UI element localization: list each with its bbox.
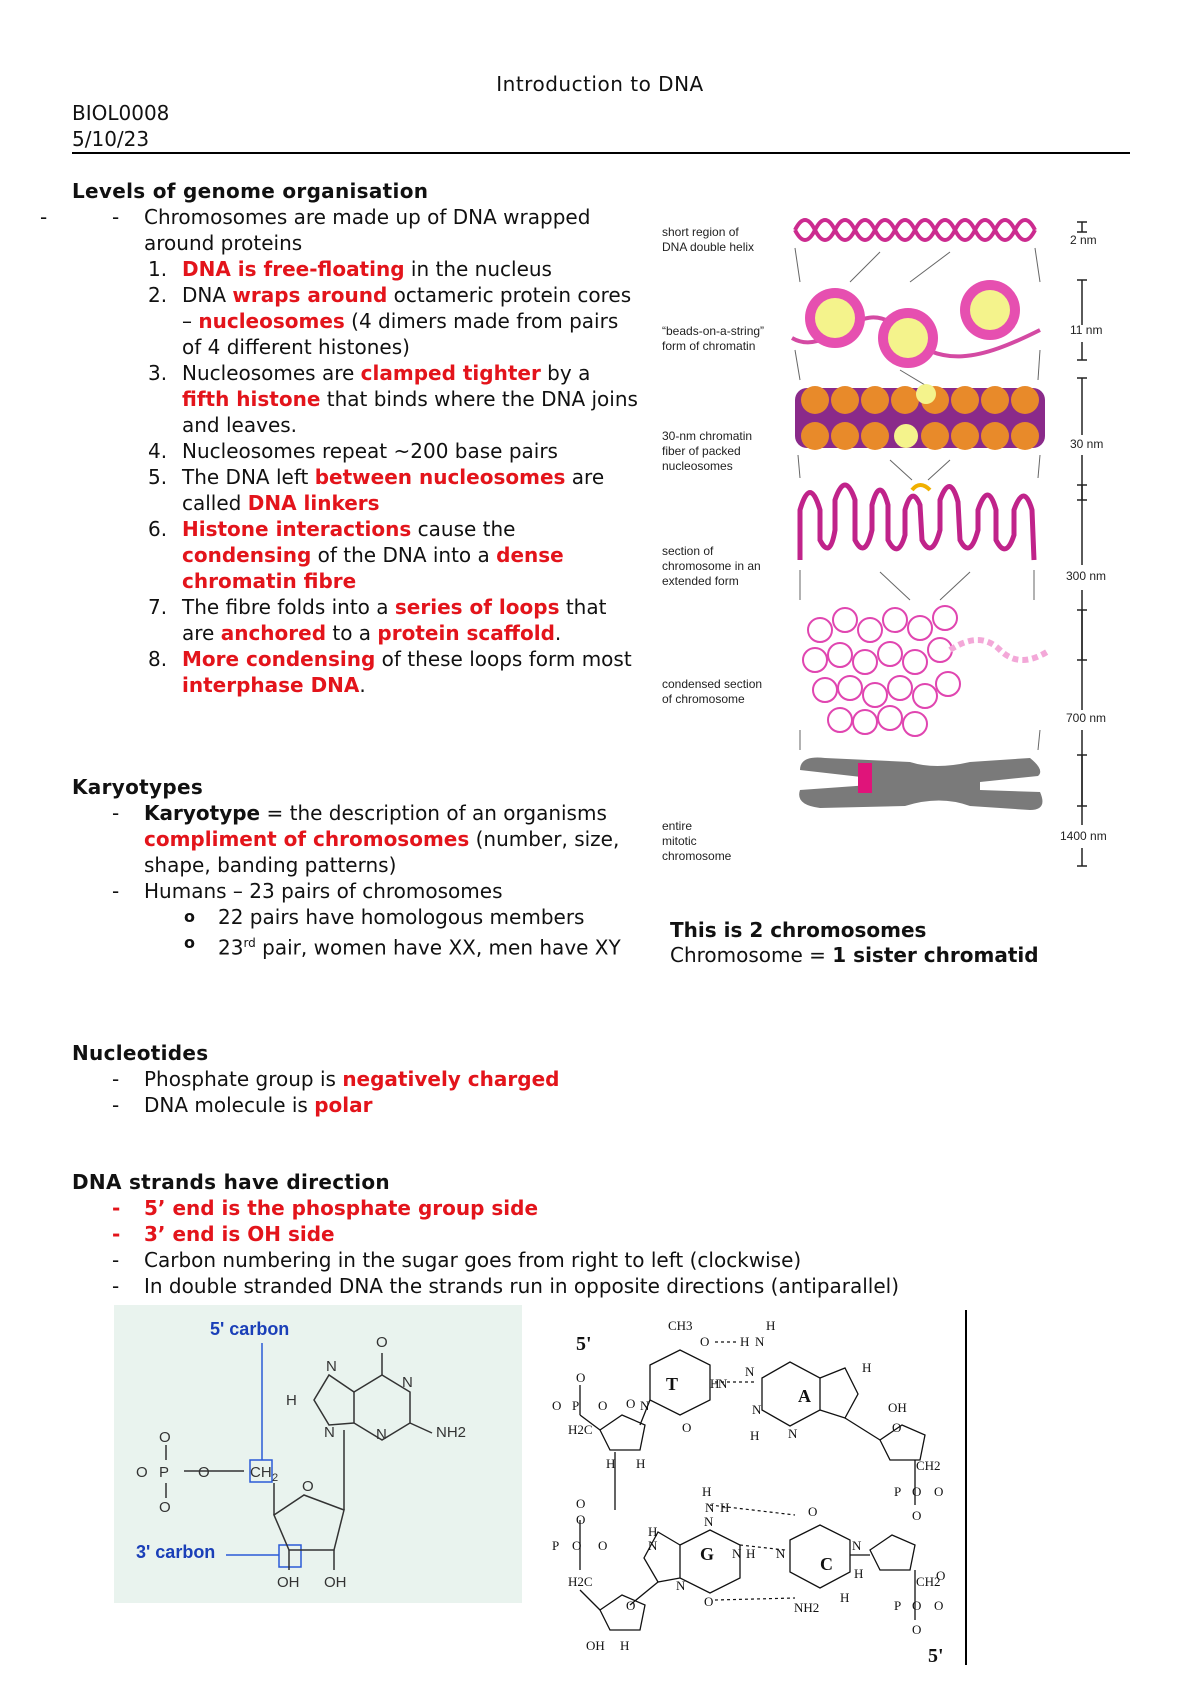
svg-text:H: H bbox=[636, 1456, 646, 1471]
svg-text:H: H bbox=[862, 1360, 872, 1375]
svg-text:form of chromatin: form of chromatin bbox=[662, 339, 756, 353]
svg-text:N: N bbox=[705, 1500, 715, 1515]
list-item: - 3’ end is OH side bbox=[112, 1222, 335, 1246]
svg-text:O: O bbox=[912, 1598, 922, 1613]
svg-text:P: P bbox=[159, 1464, 170, 1481]
svg-text:H: H bbox=[620, 1638, 630, 1653]
svg-text:of chromosome: of chromosome bbox=[662, 692, 745, 706]
svg-text:O: O bbox=[936, 1568, 946, 1583]
list-item: 6. Histone interactions cause the condensing of the DNA into a dense chromatin fibre bbox=[148, 517, 564, 593]
svg-text:CH3: CH3 bbox=[668, 1318, 693, 1333]
list-item: 1. DNA is free-floating in the nucleus bbox=[148, 257, 552, 281]
base-letters bbox=[666, 1374, 833, 1574]
svg-text:O: O bbox=[159, 1429, 171, 1446]
list-item: - - Chromosomes are made up of DNA wrapped around proteins bbox=[0, 204, 642, 256]
extended-loops bbox=[800, 485, 1034, 560]
svg-text:OH: OH bbox=[324, 1574, 347, 1591]
svg-text:5' carbon: 5' carbon bbox=[210, 1319, 290, 1339]
course-code: BIOL0008 bbox=[72, 101, 170, 125]
document-meta bbox=[72, 100, 169, 152]
list-item: - Karyotype = the description of an organisms compliment of chromosomes (number, size, shape, banding patterns) bbox=[112, 801, 620, 877]
svg-text:H: H bbox=[766, 1318, 776, 1333]
svg-text:700 nm: 700 nm bbox=[1066, 711, 1107, 725]
svg-text:G: G bbox=[700, 1544, 715, 1564]
condensed-section bbox=[803, 606, 960, 736]
svg-text:N: N bbox=[640, 1398, 650, 1413]
svg-text:section of: section of bbox=[662, 544, 714, 558]
section-heading: DNA strands have direction bbox=[72, 1170, 390, 1194]
svg-text:condensed section: condensed section bbox=[662, 677, 763, 691]
svg-text:H: H bbox=[606, 1456, 616, 1471]
list-item: 8. More condensing of these loops form most interphase DNA. bbox=[148, 647, 632, 697]
svg-text:O: O bbox=[704, 1594, 714, 1609]
nucleosome-beads bbox=[805, 280, 1020, 368]
svg-text:2: 2 bbox=[272, 1472, 279, 1484]
section-dna-direction bbox=[72, 1169, 1132, 1299]
svg-text:H: H bbox=[740, 1334, 750, 1349]
svg-text:O: O bbox=[626, 1598, 636, 1613]
section-genome-organisation bbox=[72, 178, 642, 698]
list-item: - Humans – 23 pairs of chromosomes bbox=[112, 879, 503, 903]
svg-text:O: O bbox=[572, 1538, 582, 1553]
svg-text:NH2: NH2 bbox=[794, 1600, 820, 1615]
svg-text:CH2: CH2 bbox=[916, 1458, 941, 1473]
svg-text:N: N bbox=[852, 1538, 862, 1553]
section-heading: Nucleotides bbox=[72, 1041, 209, 1065]
svg-text:H: H bbox=[710, 1376, 720, 1391]
svg-text:O: O bbox=[598, 1398, 608, 1413]
svg-text:N: N bbox=[732, 1546, 742, 1561]
svg-text:N: N bbox=[745, 1364, 755, 1379]
section-heading: Levels of genome organisation bbox=[72, 179, 429, 203]
svg-text:P: P bbox=[552, 1538, 560, 1553]
svg-text:N: N bbox=[326, 1358, 337, 1375]
svg-text:H2C: H2C bbox=[568, 1574, 593, 1589]
header-divider bbox=[72, 152, 1130, 154]
svg-text:O: O bbox=[376, 1334, 388, 1351]
svg-text:entire: entire bbox=[662, 819, 693, 833]
svg-text:H: H bbox=[750, 1428, 760, 1443]
svg-text:O: O bbox=[808, 1504, 818, 1519]
svg-text:O: O bbox=[198, 1464, 210, 1481]
svg-text:O: O bbox=[682, 1420, 692, 1435]
svg-text:O: O bbox=[912, 1622, 922, 1637]
list-item: - Phosphate group is negatively charged bbox=[112, 1067, 560, 1091]
svg-text:fiber of packed: fiber of packed bbox=[662, 444, 741, 458]
svg-text:DNA double helix: DNA double helix bbox=[662, 240, 755, 254]
document-date: 5/10/23 bbox=[72, 127, 150, 151]
scale-labels bbox=[1060, 233, 1107, 843]
svg-text:OH: OH bbox=[277, 1574, 300, 1591]
svg-text:O: O bbox=[576, 1496, 586, 1511]
svg-text:“beads-on-a-string”: “beads-on-a-string” bbox=[662, 324, 765, 338]
svg-text:N: N bbox=[755, 1334, 765, 1349]
svg-text:O: O bbox=[302, 1478, 314, 1495]
svg-text:2 nm: 2 nm bbox=[1070, 233, 1097, 247]
svg-text:N: N bbox=[676, 1578, 686, 1593]
svg-text:O: O bbox=[700, 1334, 710, 1349]
svg-text:5': 5' bbox=[928, 1645, 944, 1667]
list-item: 3. Nucleosomes are clamped tighter by a fifth histone that binds where the DNA joins and leaves. bbox=[148, 361, 638, 437]
svg-text:H: H bbox=[840, 1590, 850, 1605]
svg-text:O: O bbox=[598, 1538, 608, 1553]
list-item: o 22 pairs have homologous members bbox=[72, 904, 652, 930]
svg-text:O: O bbox=[892, 1420, 902, 1435]
list-item: 5. The DNA left between nucleosomes are called DNA linkers bbox=[148, 465, 605, 515]
figure-caption: This is 2 chromosomes Chromosome = 1 sister chromatid bbox=[670, 918, 1039, 967]
svg-text:H: H bbox=[720, 1500, 730, 1515]
svg-text:H: H bbox=[854, 1566, 864, 1581]
svg-text:N: N bbox=[376, 1426, 387, 1443]
svg-text:H: H bbox=[648, 1524, 658, 1539]
svg-text:H: H bbox=[286, 1392, 297, 1409]
nucleotide-structure-figure bbox=[114, 1305, 522, 1603]
svg-text:N: N bbox=[324, 1424, 335, 1441]
chromatin-packing-figure bbox=[650, 210, 1130, 870]
svg-text:CH2: CH2 bbox=[916, 1574, 941, 1589]
svg-text:N: N bbox=[788, 1426, 798, 1441]
svg-text:nucleosomes: nucleosomes bbox=[662, 459, 733, 473]
page-title: Introduction to DNA bbox=[496, 72, 704, 96]
svg-text:H2C: H2C bbox=[568, 1422, 593, 1437]
svg-text:P: P bbox=[572, 1398, 580, 1413]
svg-text:chromosome: chromosome bbox=[662, 849, 732, 863]
svg-text:O: O bbox=[136, 1464, 148, 1481]
svg-text:chromosome in an: chromosome in an bbox=[662, 559, 761, 573]
list-item: 2. DNA wraps around octameric protein cores – nucleosomes (4 dimers made from pairs of 4 different histones) bbox=[148, 283, 632, 359]
svg-text:300 nm: 300 nm bbox=[1066, 569, 1107, 583]
svg-text:O: O bbox=[576, 1370, 586, 1385]
svg-text:NH2: NH2 bbox=[436, 1424, 467, 1441]
svg-text:N: N bbox=[704, 1514, 714, 1529]
list-item: - Carbon numbering in the sugar goes from right to left (clockwise) bbox=[112, 1248, 802, 1272]
svg-text:O: O bbox=[626, 1396, 636, 1411]
list-item: 4. Nucleosomes repeat ~200 base pairs bbox=[148, 439, 558, 463]
section-nucleotides bbox=[72, 1040, 772, 1118]
mitotic-chromosome bbox=[799, 758, 1042, 811]
svg-text:O: O bbox=[159, 1499, 171, 1516]
svg-text:O: O bbox=[552, 1398, 562, 1413]
svg-text:O: O bbox=[934, 1598, 944, 1613]
svg-text:N: N bbox=[776, 1546, 786, 1561]
svg-text:3' carbon: 3' carbon bbox=[136, 1542, 216, 1562]
svg-text:extended form: extended form bbox=[662, 574, 739, 588]
list-item: - 5’ end is the phosphate group side bbox=[112, 1196, 539, 1220]
svg-text:OH: OH bbox=[888, 1400, 907, 1415]
svg-text:T: T bbox=[666, 1374, 679, 1394]
svg-text:CH: CH bbox=[250, 1464, 272, 1481]
svg-text:O: O bbox=[934, 1484, 944, 1499]
svg-text:O: O bbox=[576, 1512, 586, 1527]
svg-text:C: C bbox=[820, 1554, 833, 1574]
svg-text:H: H bbox=[746, 1546, 756, 1561]
svg-text:OH: OH bbox=[586, 1638, 605, 1653]
svg-text:30 nm: 30 nm bbox=[1070, 437, 1104, 451]
scale-bars bbox=[1077, 222, 1087, 866]
svg-text:A: A bbox=[798, 1386, 811, 1406]
svg-text:N: N bbox=[718, 1376, 728, 1391]
svg-text:N: N bbox=[648, 1538, 658, 1553]
svg-text:O: O bbox=[912, 1484, 922, 1499]
svg-text:30-nm chromatin: 30-nm chromatin bbox=[662, 429, 753, 443]
list-item: - DNA molecule is polar bbox=[112, 1093, 373, 1117]
list-item: - In double stranded DNA the strands run in opposite directions (antiparallel) bbox=[112, 1274, 900, 1298]
svg-text:short region of: short region of bbox=[662, 225, 739, 239]
svg-text:O: O bbox=[912, 1508, 922, 1523]
section-heading: Karyotypes bbox=[72, 775, 204, 799]
svg-text:N: N bbox=[752, 1402, 762, 1417]
svg-text:11 nm: 11 nm bbox=[1070, 323, 1103, 337]
svg-text:P: P bbox=[894, 1484, 902, 1499]
svg-text:1400 nm: 1400 nm bbox=[1060, 829, 1107, 843]
list-item: 7. The fibre folds into a series of loops that are anchored to a protein scaffold. bbox=[148, 595, 607, 645]
section-karyotypes bbox=[72, 774, 652, 961]
svg-text:H: H bbox=[702, 1484, 712, 1499]
svg-text:P: P bbox=[894, 1598, 902, 1613]
base-pairing-figure bbox=[540, 1310, 970, 1670]
svg-text:5': 5' bbox=[576, 1333, 592, 1355]
svg-text:mitotic: mitotic bbox=[662, 834, 697, 848]
list-item: o 23rd pair, women have XX, men have XY bbox=[72, 930, 652, 961]
svg-text:N: N bbox=[402, 1374, 413, 1391]
